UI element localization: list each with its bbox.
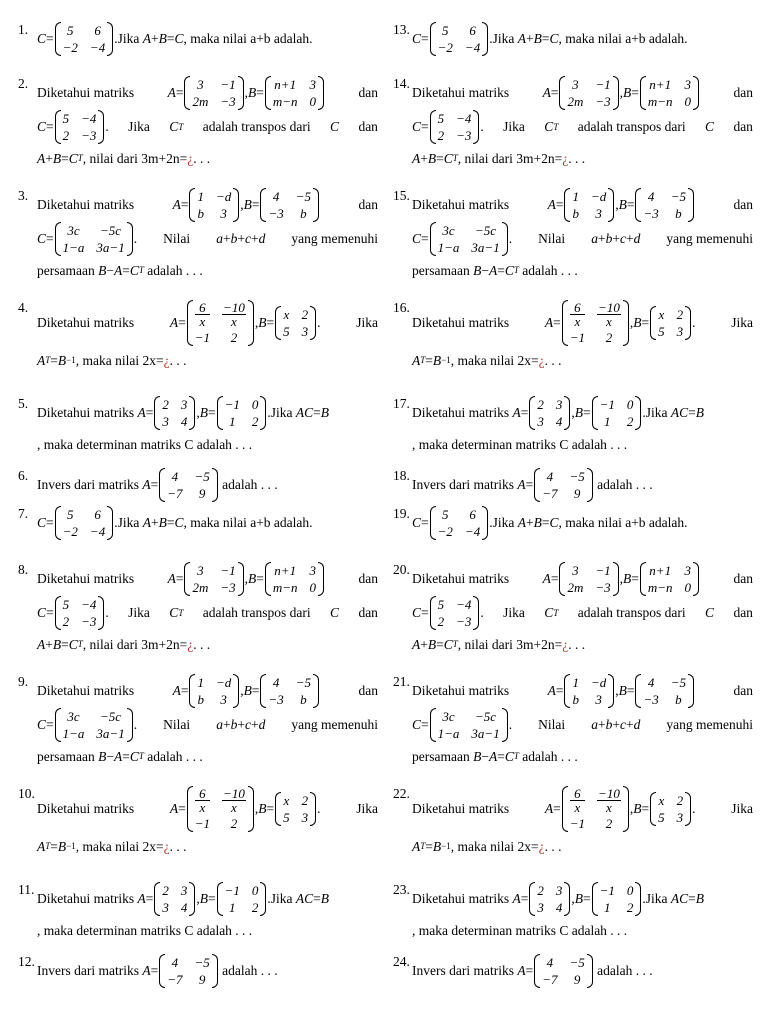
label-text: Diketahui matriks	[37, 801, 135, 817]
label-text: yang memenuhi	[291, 231, 378, 247]
label-text: persamaan	[37, 748, 95, 764]
label-text: , maka determinan matriks C adalah . . .	[37, 922, 253, 938]
label-text: , maka nilai 2x=	[450, 352, 539, 368]
label-text: dan	[358, 85, 378, 101]
question-item: 23. Diketahui matriks A = 2 3 3 4 , B = −1 0 1 2 . Jika AC = B , maka determinan matriks C adalah . . .	[393, 882, 705, 938]
question-item: 11. Diketahui matriks A = 2 3 3 4 , B = −1 0 1 2 . Jika AC = B , maka determinan matriks C adalah . . .	[18, 882, 330, 938]
question-number: 16.	[393, 300, 410, 315]
question-item: 10. Diketahui matriks A = 6 x −10 x −1 2 , B = x 2 5 3 . Jika A T = B −1 , maka nilai 2x= ¿ . . .	[18, 786, 378, 854]
matrix: 3c −5c 1−a 3a−1	[430, 222, 508, 256]
label-text: dan	[733, 605, 753, 621]
label-text: , nilai dari 3m+2n=	[82, 150, 188, 166]
label-text: persamaan	[412, 748, 470, 764]
label-text: dan	[358, 683, 378, 699]
label-text: Nilai	[163, 231, 191, 247]
label-text: Diketahui matriks	[37, 683, 135, 699]
label-text: Invers dari matriks	[412, 477, 514, 493]
label-text: Diketahui matriks	[37, 571, 135, 587]
label-text: Jika	[645, 405, 668, 421]
question-item: 4. Diketahui matriks A = 6 x −10 x −1 2 , B = x 2 5 3 . Jika A T = B −1 , maka nilai 2x= ¿ . . .	[18, 300, 378, 368]
matrix: n+1 3 m−n 0	[640, 562, 699, 596]
matrix: x 2 5 3	[650, 792, 691, 826]
label-text: Diketahui matriks	[412, 405, 510, 421]
matrix: 5 −4 2 −3	[430, 596, 480, 630]
label-text: adalah . . .	[597, 963, 653, 979]
matrix: −1 0 1 2	[592, 396, 642, 430]
matrix: 1 −d b 3	[564, 674, 614, 708]
label-text: Jika	[128, 605, 150, 621]
question-number: 22.	[393, 786, 410, 801]
label-text: Jika	[645, 891, 668, 907]
matrix: 5 −4 2 −3	[55, 596, 105, 630]
matrix: x 2 5 3	[275, 306, 316, 340]
label-text: persamaan	[412, 262, 470, 278]
matrix: 5 6 −2 −4	[55, 506, 114, 540]
label-text: Jika	[492, 515, 515, 531]
matrix: n+1 3 m−n 0	[265, 562, 324, 596]
matrix: 4 −5 −7 9	[534, 954, 593, 988]
question-number: 21.	[393, 674, 410, 689]
label-text: Diketahui matriks	[37, 197, 135, 213]
question-item: 17. Diketahui matriks A = 2 3 3 4 , B = −1 0 1 2 . Jika AC = B , maka determinan matriks C adalah . . .	[393, 396, 705, 452]
matrix: 4 −5 −7 9	[159, 954, 218, 988]
label-text: Invers dari matriks	[412, 963, 514, 979]
label-text: dan	[733, 197, 753, 213]
label-text: yang memenuhi	[291, 717, 378, 733]
label-text: Jika	[492, 31, 515, 47]
label-text: Jika	[117, 515, 140, 531]
label-text: adalah . . .	[597, 477, 653, 493]
question-item: 1. C = 5 6 −2 −4 . Jika A + B = C , maka nilai a+b adalah.	[18, 22, 313, 55]
label-text: adalah . . .	[147, 262, 203, 278]
label-text: Jika	[503, 119, 525, 135]
label-text: Diketahui matriks	[412, 85, 510, 101]
question-number: 18.	[393, 468, 410, 483]
label-text: , maka nilai a+b adalah.	[558, 31, 688, 47]
label-text: yang memenuhi	[666, 231, 753, 247]
label-text: , maka nilai a+b adalah.	[183, 515, 313, 531]
matrix: n+1 3 m−n 0	[265, 76, 324, 110]
label-text: Diketahui matriks	[37, 891, 135, 907]
label-text: adalah transpos dari	[577, 605, 686, 621]
matrix: 5 −4 2 −3	[430, 110, 480, 144]
question-number: 4.	[18, 300, 29, 315]
label-text: adalah . . .	[147, 748, 203, 764]
label-text: Diketahui matriks	[37, 315, 135, 331]
matrix: 3c −5c 1−a 3a−1	[55, 222, 133, 256]
question-item: 7. C = 5 6 −2 −4 . Jika A + B = C , maka nilai a+b adalah.	[18, 506, 313, 539]
question-item: 18. Invers dari matriks A = 4 −5 −7 9 adalah . . .	[393, 468, 653, 501]
label-text: , maka nilai 2x=	[75, 838, 164, 854]
matrix: 2 3 3 4	[529, 396, 570, 430]
label-text: Jika	[356, 801, 378, 817]
question-item: 12. Invers dari matriks A = 4 −5 −7 9 adalah . . .	[18, 954, 278, 987]
label-text: Diketahui matriks	[37, 405, 135, 421]
question-item: 16. Diketahui matriks A = 6 x −10 x −1 2 , B = x 2 5 3 . Jika A T = B −1 , maka nilai 2x= ¿ . . .	[393, 300, 753, 368]
label-text: , maka determinan matriks C adalah . . .	[37, 436, 253, 452]
question-item: 14. Diketahui matriks A = 3 −1 2m −3 , B = n+1 3 m−n 0 dan C = 5 −4 2 −3 . Jika C T adalah transpos dari C dan A + B = C T , nilai dari 3m+2n= ¿ . . .	[393, 76, 753, 166]
question-number: 19.	[393, 506, 410, 521]
label-text: , maka determinan matriks C adalah . . .	[412, 922, 628, 938]
label-text: , nilai dari 3m+2n=	[457, 636, 563, 652]
label-text: , maka determinan matriks C adalah . . .	[412, 436, 628, 452]
matrix: 5 6 −2 −4	[430, 22, 489, 56]
question-number: 11.	[18, 882, 35, 897]
label-text: Diketahui matriks	[412, 891, 510, 907]
matrix: x 2 5 3	[650, 306, 691, 340]
label-text: Jika	[117, 31, 140, 47]
question-number: 7.	[18, 506, 29, 521]
matrix: 4 −5 −3 b	[635, 188, 694, 222]
matrix: 5 6 −2 −4	[55, 22, 114, 56]
question-number: 24.	[393, 954, 410, 969]
label-text: Nilai	[163, 717, 191, 733]
question-number: 20.	[393, 562, 410, 577]
label-text: , maka nilai a+b adalah.	[183, 31, 313, 47]
matrix: 4 −5 −3 b	[260, 674, 319, 708]
matrix: 3 −1 2m −3	[184, 562, 243, 596]
question-number: 17.	[393, 396, 410, 411]
question-number: 14.	[393, 76, 410, 91]
matrix: 5 6 −2 −4	[430, 506, 489, 540]
matrix: 2 3 3 4	[529, 882, 570, 916]
matrix: 1 −d b 3	[564, 188, 614, 222]
matrix: −1 0 1 2	[592, 882, 642, 916]
label-text: Jika	[128, 119, 150, 135]
question-item: 19. C = 5 6 −2 −4 . Jika A + B = C , maka nilai a+b adalah.	[393, 506, 688, 539]
question-number: 10.	[18, 786, 35, 801]
matrix: 3c −5c 1−a 3a−1	[55, 708, 133, 742]
matrix: n+1 3 m−n 0	[640, 76, 699, 110]
matrix: 6 x −10 x −1 2	[562, 300, 629, 346]
label-text: , nilai dari 3m+2n=	[457, 150, 563, 166]
question-number: 3.	[18, 188, 29, 203]
question-item: 3. Diketahui matriks A = 1 −d b 3 , B = 4 −5 −3 b dan C = 3c −5c 1−a 3a−1 . Nilai a+b+c+d yang memenuhi persamaan B − A = C T adalah . . .	[18, 188, 378, 278]
matrix: 4 −5 −7 9	[159, 468, 218, 502]
label-text: dan	[733, 85, 753, 101]
matrix: 1 −d b 3	[189, 188, 239, 222]
label-text: dan	[358, 119, 378, 135]
question-item: 6. Invers dari matriks A = 4 −5 −7 9 adalah . . .	[18, 468, 278, 501]
label-text: adalah . . .	[522, 262, 578, 278]
question-item: 24. Invers dari matriks A = 4 −5 −7 9 adalah . . .	[393, 954, 653, 987]
label-text: Invers dari matriks	[37, 477, 139, 493]
question-item: 21. Diketahui matriks A = 1 −d b 3 , B = 4 −5 −3 b dan C = 3c −5c 1−a 3a−1 . Nilai a+b+c+d yang memenuhi persamaan B − A = C T adalah . . .	[393, 674, 753, 764]
label-text: Jika	[270, 405, 293, 421]
question-item: 5. Diketahui matriks A = 2 3 3 4 , B = −1 0 1 2 . Jika AC = B , maka determinan matriks C adalah . . .	[18, 396, 330, 452]
matrix: 3 −1 2m −3	[184, 76, 243, 110]
matrix: 4 −5 −7 9	[534, 468, 593, 502]
label-text: Jika	[731, 315, 753, 331]
matrix: −1 0 1 2	[217, 396, 267, 430]
label-text: adalah transpos dari	[202, 119, 311, 135]
question-number: 1.	[18, 22, 29, 37]
label-text: Diketahui matriks	[412, 197, 510, 213]
label-text: adalah . . .	[222, 963, 278, 979]
matrix: 3 −1 2m −3	[559, 562, 618, 596]
question-item: 13. C = 5 6 −2 −4 . Jika A + B = C , maka nilai a+b adalah.	[393, 22, 688, 55]
label-text: adalah transpos dari	[202, 605, 311, 621]
matrix: 3 −1 2m −3	[559, 76, 618, 110]
label-text: adalah . . .	[222, 477, 278, 493]
matrix: 6 x −10 x −1 2	[187, 786, 254, 832]
label-text: dan	[733, 683, 753, 699]
question-number: 12.	[18, 954, 35, 969]
question-number: 6.	[18, 468, 29, 483]
label-text: Diketahui matriks	[412, 683, 510, 699]
question-number: 23.	[393, 882, 410, 897]
label-text: Diketahui matriks	[412, 801, 510, 817]
label-text: adalah transpos dari	[577, 119, 686, 135]
matrix: 2 3 3 4	[154, 396, 195, 430]
label-text: Nilai	[538, 231, 566, 247]
matrix: −1 0 1 2	[217, 882, 267, 916]
label-text: Nilai	[538, 717, 566, 733]
matrix: 6 x −10 x −1 2	[562, 786, 629, 832]
matrix: 3c −5c 1−a 3a−1	[430, 708, 508, 742]
label-text: dan	[358, 571, 378, 587]
question-item: 15. Diketahui matriks A = 1 −d b 3 , B = 4 −5 −3 b dan C = 3c −5c 1−a 3a−1 . Nilai a+b+c+d yang memenuhi persamaan B − A = C T adalah . . .	[393, 188, 753, 278]
question-number: 8.	[18, 562, 29, 577]
label-text: dan	[733, 571, 753, 587]
question-item: 22. Diketahui matriks A = 6 x −10 x −1 2 , B = x 2 5 3 . Jika A T = B −1 , maka nilai 2x= ¿ . . .	[393, 786, 753, 854]
matrix: 5 −4 2 −3	[55, 110, 105, 144]
label-text: adalah . . .	[522, 748, 578, 764]
label-text: , maka nilai 2x=	[450, 838, 539, 854]
matrix: 1 −d b 3	[189, 674, 239, 708]
label-text: Jika	[270, 891, 293, 907]
label-text: Diketahui matriks	[412, 571, 510, 587]
question-number: 9.	[18, 674, 29, 689]
question-number: 5.	[18, 396, 29, 411]
question-item: 20. Diketahui matriks A = 3 −1 2m −3 , B = n+1 3 m−n 0 dan C = 5 −4 2 −3 . Jika C T adalah transpos dari C dan A + B = C T , nilai dari 3m+2n= ¿ . . .	[393, 562, 753, 652]
question-item: 9. Diketahui matriks A = 1 −d b 3 , B = 4 −5 −3 b dan C = 3c −5c 1−a 3a−1 . Nilai a+b+c+d yang memenuhi persamaan B − A = C T adalah . . .	[18, 674, 378, 764]
label-text: Jika	[356, 315, 378, 331]
matrix: x 2 5 3	[275, 792, 316, 826]
label-text: yang memenuhi	[666, 717, 753, 733]
question-number: 15.	[393, 188, 410, 203]
label-text: Invers dari matriks	[37, 963, 139, 979]
label-text: persamaan	[37, 262, 95, 278]
label-text: , nilai dari 3m+2n=	[82, 636, 188, 652]
label-text: Jika	[503, 605, 525, 621]
label-text: , maka nilai 2x=	[75, 352, 164, 368]
question-number: 13.	[393, 22, 410, 37]
label-text: dan	[733, 119, 753, 135]
question-item: 2. Diketahui matriks A = 3 −1 2m −3 , B = n+1 3 m−n 0 dan C = 5 −4 2 −3 . Jika C T adalah transpos dari C dan A + B = C T , nilai dari 3m+2n= ¿ . . .	[18, 76, 378, 166]
matrix: 4 −5 −3 b	[635, 674, 694, 708]
question-number: 2.	[18, 76, 29, 91]
label-text: Diketahui matriks	[37, 85, 135, 101]
question-item: 8. Diketahui matriks A = 3 −1 2m −3 , B = n+1 3 m−n 0 dan C = 5 −4 2 −3 . Jika C T adalah transpos dari C dan A + B = C T , nilai dari 3m+2n= ¿ . . .	[18, 562, 378, 652]
label-text: Diketahui matriks	[412, 315, 510, 331]
matrix: 6 x −10 x −1 2	[187, 300, 254, 346]
label-text: dan	[358, 605, 378, 621]
label-text: dan	[358, 197, 378, 213]
label-text: Jika	[731, 801, 753, 817]
label-text: , maka nilai a+b adalah.	[558, 515, 688, 531]
matrix: 2 3 3 4	[154, 882, 195, 916]
matrix: 4 −5 −3 b	[260, 188, 319, 222]
